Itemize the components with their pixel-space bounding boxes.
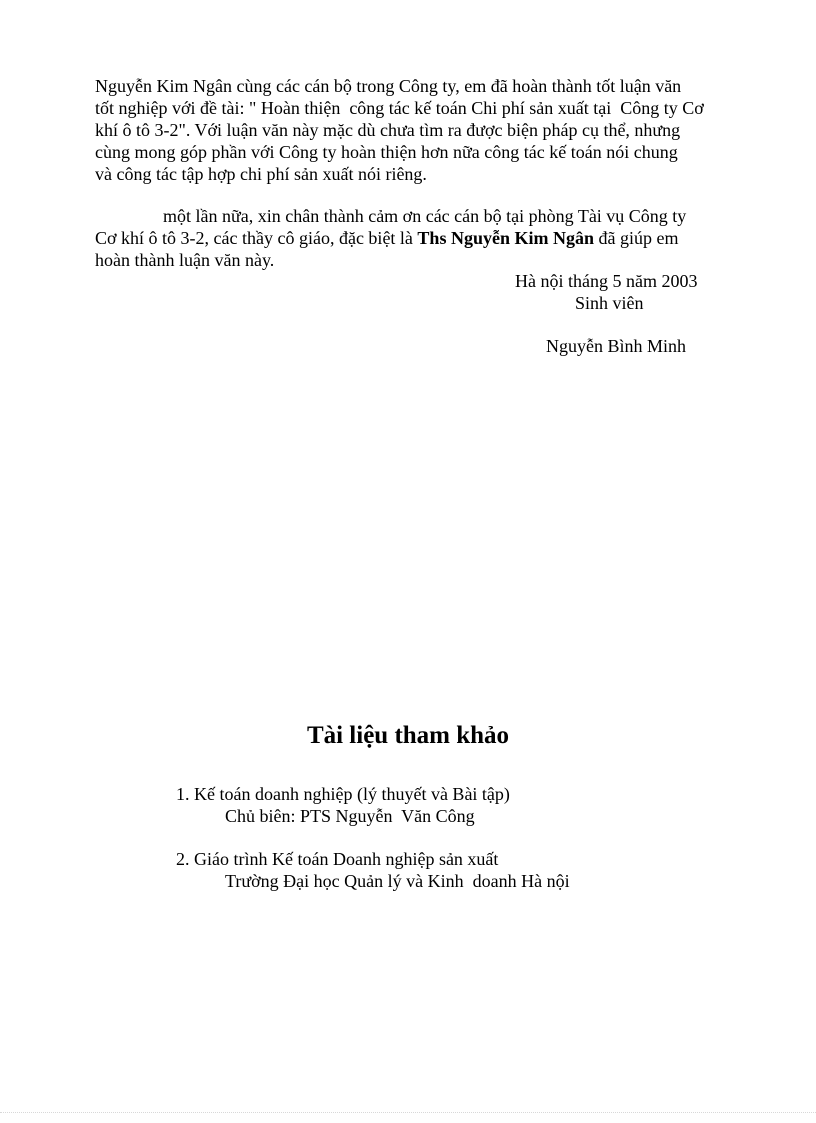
reference-1-detail: Chủ biên: PTS Nguyễn Văn Công xyxy=(225,806,475,826)
reference-2-detail: Trường Đại học Quản lý và Kinh doanh Hà nội xyxy=(225,871,570,891)
reference-2-title: 2. Giáo trình Kế toán Doanh nghiệp sản xuất xyxy=(176,849,499,869)
page-footer-divider xyxy=(0,1112,816,1113)
acknowledgement-line-1: Nguyễn Kim Ngân cùng các cán bộ trong Công ty, em đã hoàn thành tốt luận văn xyxy=(95,76,682,96)
signature-role: Sinh viên xyxy=(575,293,644,313)
thanks-line-2-end: đã giúp em xyxy=(593,228,679,248)
acknowledgement-line-3: khí ô tô 3-2". Với luận văn này mặc dù chưa tìm ra được biện pháp cụ thể, nhưng xyxy=(95,120,681,140)
signature-date: Hà nội tháng 5 năm 2003 xyxy=(515,271,698,291)
thanks-line-1: một lần nữa, xin chân thành cảm ơn các cán bộ tại phòng Tài vụ Công ty xyxy=(163,206,687,226)
references-title: Tài liệu tham khảo xyxy=(306,722,510,749)
thanks-line-3: hoàn thành luận văn này. xyxy=(95,250,275,270)
acknowledgement-line-4: cùng mong góp phần với Công ty hoàn thiện hơn nữa công tác kế toán nói chung xyxy=(95,142,678,162)
signature-name: Nguyễn Bình Minh xyxy=(546,336,687,356)
acknowledgement-line-5: và công tác tập hợp chi phí sản xuất nói riêng. xyxy=(95,164,427,184)
reference-1-title: 1. Kế toán doanh nghiệp (lý thuyết và Bài tập) xyxy=(176,784,510,804)
thanks-line-2-start: Cơ khí ô tô 3-2, các thầy cô giáo, đặc biệt là xyxy=(95,228,418,248)
thanks-line-2 xyxy=(95,227,678,249)
advisor-name: Ths Nguyễn Kim Ngân xyxy=(417,228,594,248)
acknowledgement-line-2: tốt nghiệp với đề tài: " Hoàn thiện công tác kế toán Chi phí sản xuất tại Công ty Cơ xyxy=(95,98,704,118)
